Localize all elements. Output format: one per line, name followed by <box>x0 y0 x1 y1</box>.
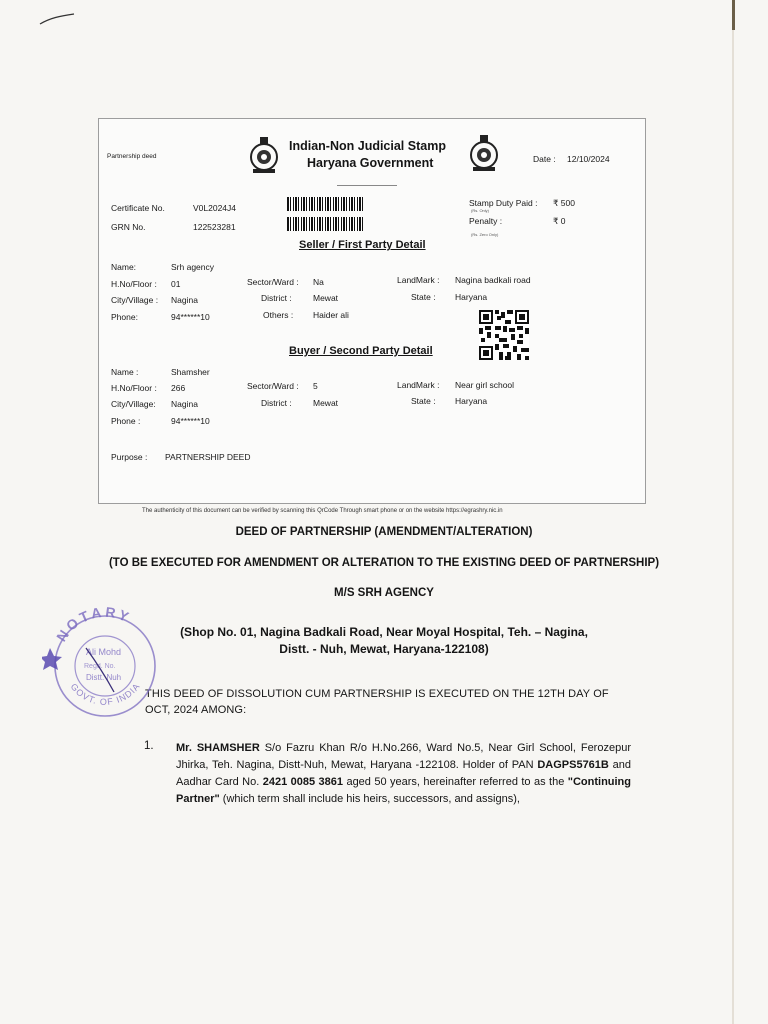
party-1-pan: DAGPS5761B <box>537 759 609 771</box>
stamp-title-line1: Indian-Non Judicial Stamp <box>289 139 446 153</box>
grn-barcode <box>287 217 363 231</box>
grn-label: GRN No. <box>111 222 146 232</box>
execution-line1: THIS DEED OF DISSOLUTION CUM PARTNERSHIP IS EXECUTED ON THE 12TH DAY OF <box>145 688 609 700</box>
seller-hno-label: H.No/Floor : <box>111 279 157 289</box>
pen-stroke-mark <box>38 8 78 28</box>
stamp-duty-note: (Rs. Only) <box>471 208 489 213</box>
buyer-landmark: Near girl school <box>455 380 515 390</box>
buyer-name: Shamsher <box>171 367 210 377</box>
purpose-value: PARTNERSHIP DEED <box>165 452 251 462</box>
seller-landmark-label: LandMark : <box>397 275 440 285</box>
state-emblem-left-icon <box>247 135 281 175</box>
buyer-state: Haryana <box>455 396 488 406</box>
buyer-hno-label: H.No/Floor : <box>111 383 157 393</box>
notary-seal-regd: Regd. No. <box>84 663 116 670</box>
stamp-paper-panel <box>98 118 646 504</box>
party-1-text-a: S/o Fazru Khan R/o H.No.266, Ward No.5, Near Girl School, Ferozepur Jhirka, Teh. Nagina, Distt-Nuh, Mewat, Haryana -122108. Holder of PAN <box>176 742 631 771</box>
party-1-clause <box>176 740 631 808</box>
penalty-note: (Rs. Zero Only) <box>471 232 499 237</box>
firm-name: M/S SRH AGENCY <box>334 587 434 599</box>
notary-seal-bottom-text: GOVT. OF INDIA <box>68 680 142 707</box>
buyer-phone: 94******10 <box>171 416 210 426</box>
seller-phone: 94******10 <box>171 312 210 322</box>
notary-seal-star-icon <box>42 648 62 670</box>
buyer-landmark-label: LandMark : <box>397 380 440 390</box>
notary-seal-stamp <box>42 600 162 730</box>
party-1-text-c: aged 50 years, hereinafter referred to as the <box>343 776 568 788</box>
seller-district: Mewat <box>313 293 339 303</box>
date-value: 12/10/2024 <box>567 154 610 164</box>
verification-qr-code <box>479 310 529 360</box>
notary-seal-district: Distt. Nuh <box>86 673 122 682</box>
seller-state-label: State : <box>411 292 436 302</box>
execution-line2: OCT, 2024 AMONG: <box>145 704 247 716</box>
buyer-hno: 266 <box>171 383 186 393</box>
barcode-caption-line <box>337 185 397 186</box>
page-edge-line <box>732 0 734 1024</box>
seller-phone-label: Phone: <box>111 312 138 322</box>
page-edge-mark <box>732 0 735 30</box>
buyer-state-label: State : <box>411 396 436 406</box>
corner-label: Partnership deed <box>107 153 157 160</box>
firm-address-line2: Distt. - Nuh, Mewat, Haryana-122108) <box>279 642 489 656</box>
seller-state: Haryana <box>455 292 488 302</box>
party-number: 1. <box>144 740 154 752</box>
penalty-label: Penalty : <box>469 216 503 226</box>
certificate-barcode <box>287 197 363 211</box>
buyer-phone-label: Phone : <box>111 416 141 426</box>
execution-clause <box>145 686 645 718</box>
buyer-district: Mewat <box>313 398 339 408</box>
firm-address <box>174 624 594 658</box>
certificate-label: Certificate No. <box>111 203 165 213</box>
seller-others-label: Others : <box>263 310 294 320</box>
svg-text:GOVT. OF INDIA <box>69 681 142 707</box>
party-1-aadhar: 2421 0085 3861 <box>262 776 344 788</box>
buyer-city: Nagina <box>171 399 198 409</box>
party-1-role: "Continuing Partner" <box>176 776 631 805</box>
seller-hno: 01 <box>171 279 181 289</box>
notary-seal-name: Ali Mohd <box>86 647 122 657</box>
grn-value: 122523281 <box>193 222 236 232</box>
stamp-duty-value: ₹ 500 <box>553 198 575 208</box>
seller-sector-label: Sector/Ward : <box>247 277 299 287</box>
purpose-label: Purpose : <box>111 452 148 462</box>
buyer-sector-label: Sector/Ward : <box>247 381 299 391</box>
seller-sector: Na <box>313 277 324 287</box>
buyer-name-label: Name : <box>111 367 139 377</box>
penalty-value: ₹ 0 <box>553 216 566 226</box>
seller-name-label: Name: <box>111 262 137 272</box>
deed-subtitle: (TO BE EXECUTED FOR AMENDMENT OR ALTERATION TO THE EXISTING DEED OF PARTNERSHIP) <box>108 557 660 569</box>
party-1-text-d: (which term shall include his heirs, successors, and assigns), <box>219 793 520 805</box>
seller-city: Nagina <box>171 295 198 305</box>
party-1-text-b: and Aadhar Card No. <box>176 759 631 788</box>
date-label: Date : <box>533 154 556 164</box>
seller-city-label: City/Village : <box>111 295 159 305</box>
seller-heading: Seller / First Party Detail <box>299 239 426 251</box>
buyer-district-label: District : <box>261 398 292 408</box>
party-1-name: Mr. SHAMSHER <box>176 742 260 754</box>
seller-district-label: District : <box>261 293 292 303</box>
seller-landmark: Nagina badkali road <box>455 275 531 285</box>
verification-note: The authenticity of this document can be verified by scanning this QrCode Through smart phone or on the website https://egrashry.nic.in <box>142 508 503 514</box>
state-emblem-right-icon <box>467 133 501 173</box>
buyer-city-label: City/Village: <box>111 399 156 409</box>
seller-name: Srh agency <box>171 262 214 272</box>
buyer-sector: 5 <box>313 381 318 391</box>
notary-seal-top-text: NOTARY <box>53 603 134 645</box>
seller-others: Haider ali <box>313 310 349 320</box>
stamp-duty-label: Stamp Duty Paid : <box>469 198 538 208</box>
firm-address-line1: (Shop No. 01, Nagina Badkali Road, Near Moyal Hospital, Teh. – Nagina, <box>180 625 588 639</box>
buyer-heading: Buyer / Second Party Detail <box>289 345 433 357</box>
deed-title: DEED OF PARTNERSHIP (AMENDMENT/ALTERATION) <box>235 526 533 538</box>
certificate-value: V0L2024J4 <box>193 203 237 213</box>
stamp-title-line2: Haryana Government <box>307 156 434 170</box>
